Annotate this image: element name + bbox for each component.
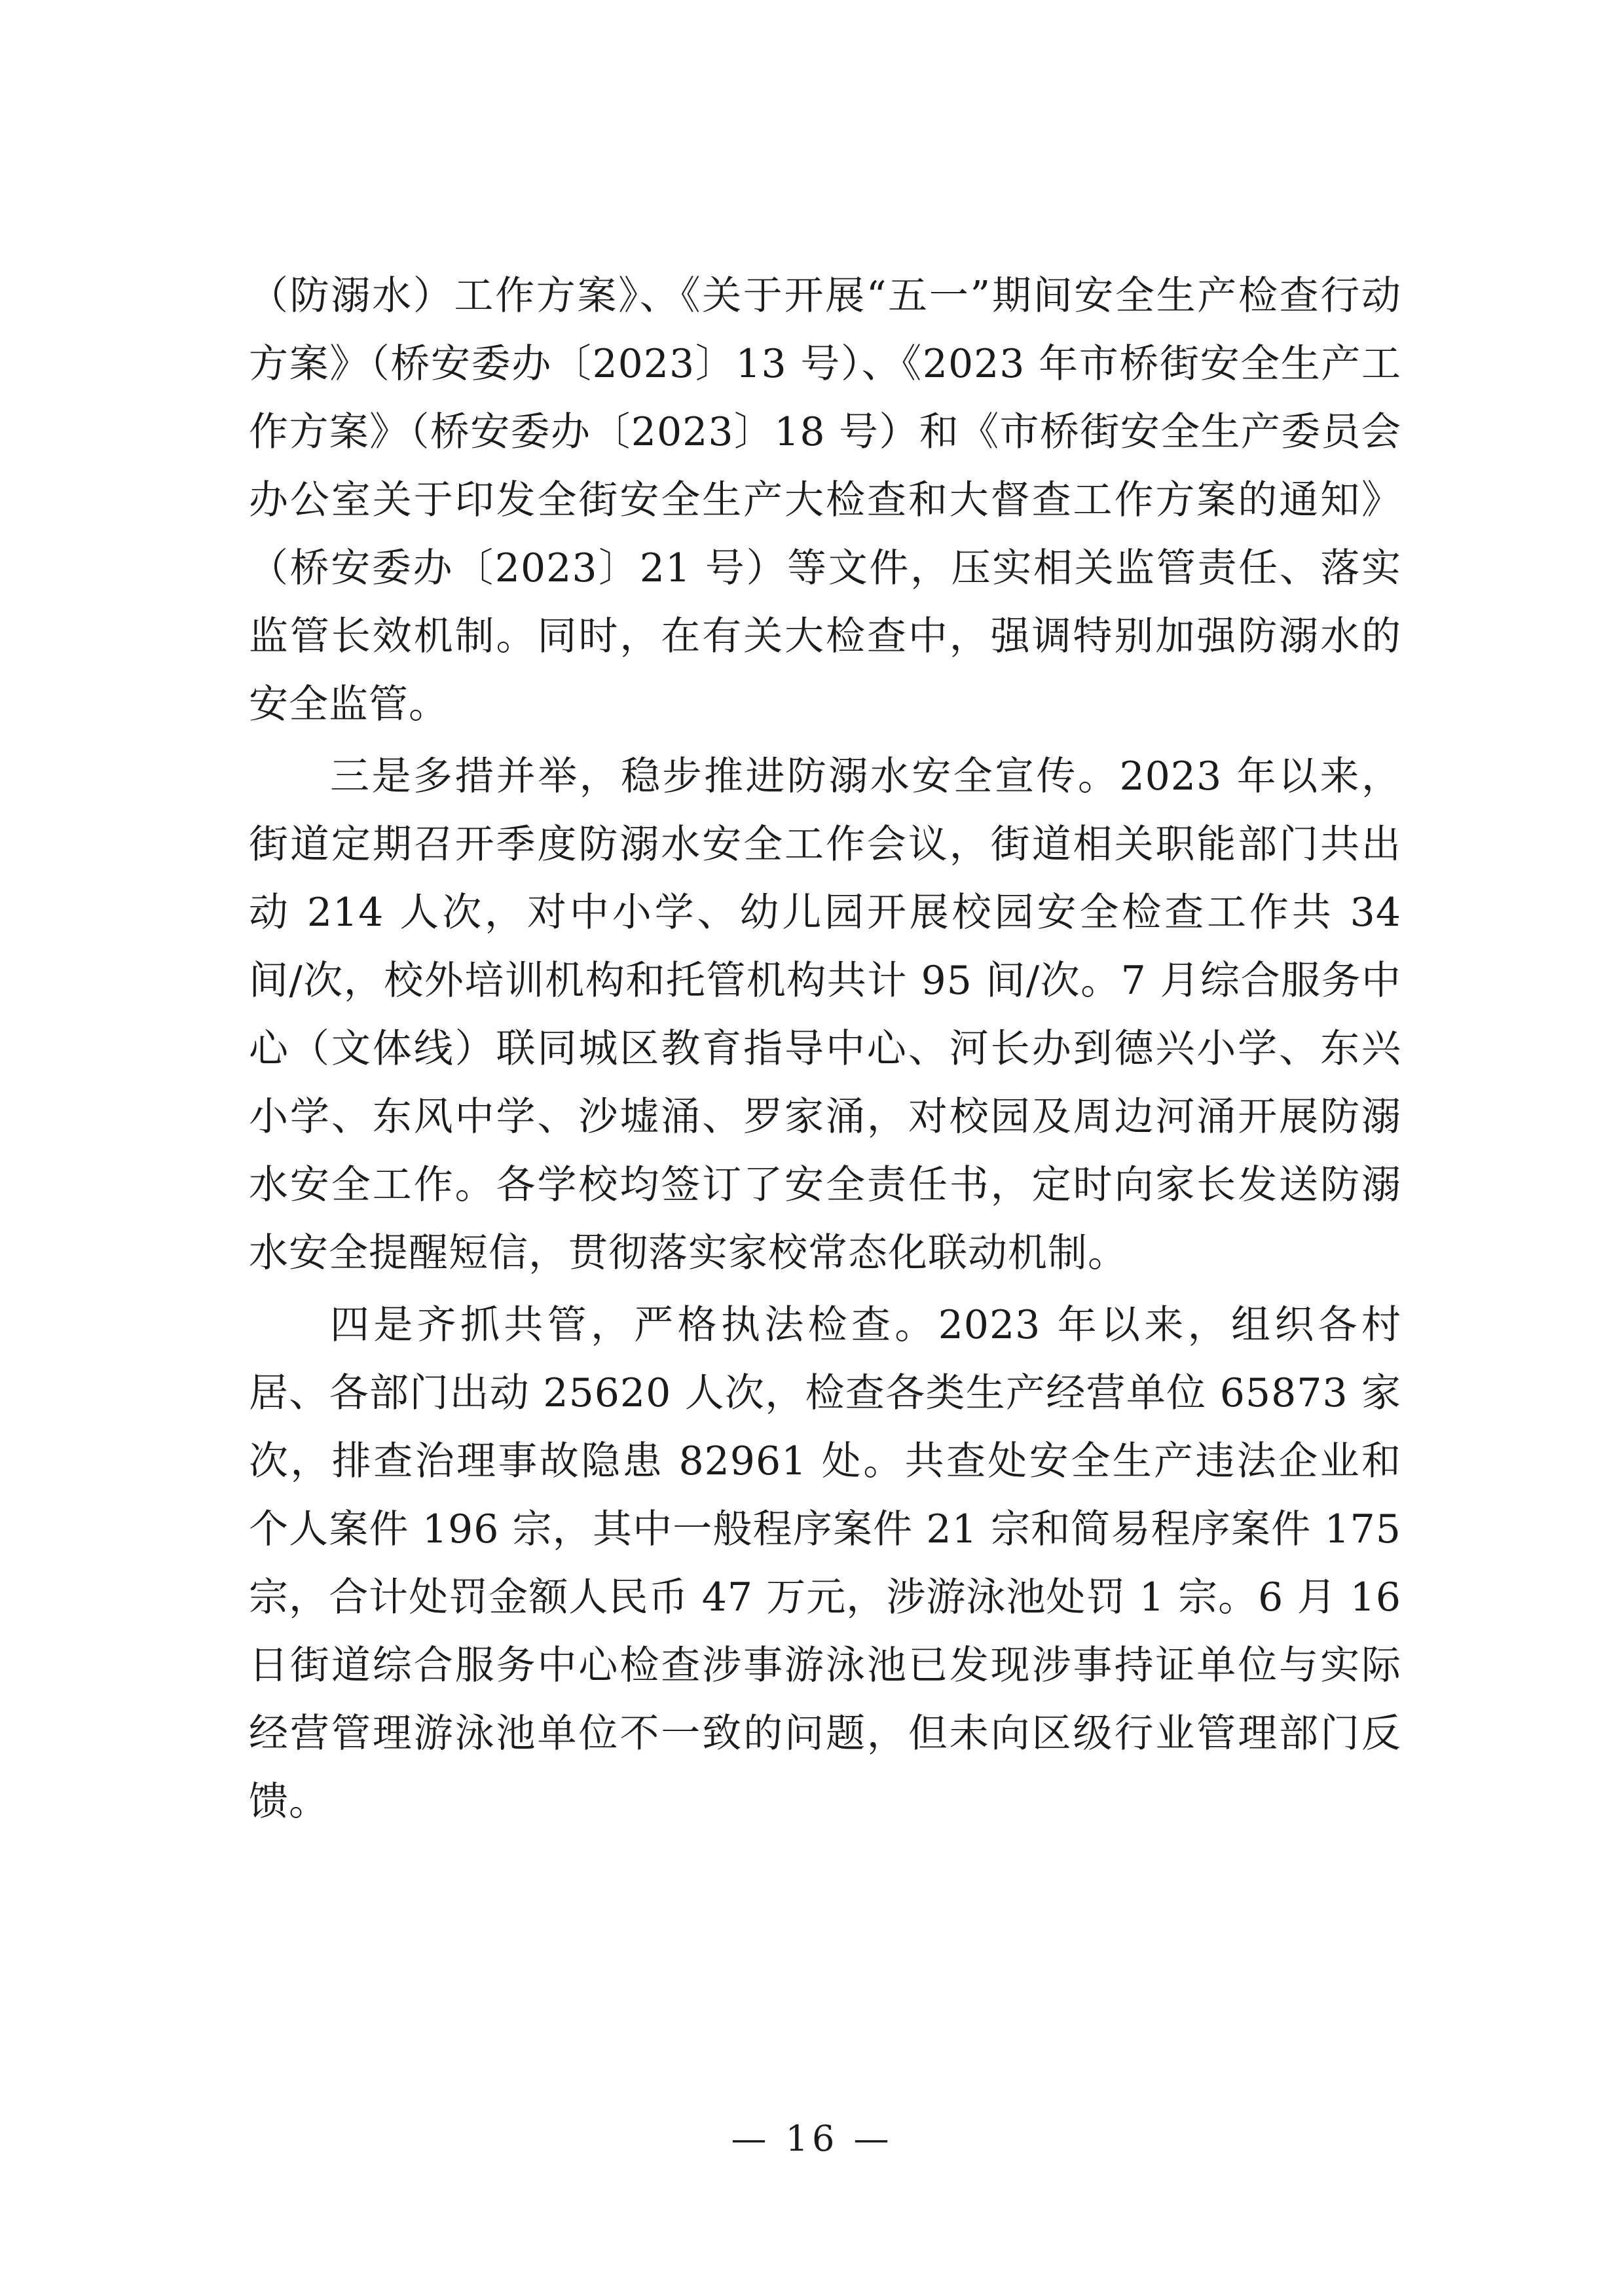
- paragraph-continued-policy-docs: （防溺水）工作方案》、《关于开展“五一”期间安全生产检查行动方案》（桥安委办〔2023〕13 号）、《2023 年市桥街安全生产工作方案》（桥安委办〔2023〕18 号）和《市桥街安全生产委员会办公室关于印发全街安全生产大检查和大督查工作方案的通知》（桥安委办〔2023〕21 号）等文件，压实相关监管责任、落实监管长效机制。同时，在有关大检查中，强调特别加强防溺水的安全监管。: [249, 273, 1401, 727]
- document-body: [249, 262, 1415, 1840]
- paragraph-item-four: 四是齐抓共管，严格执法检查。2023 年以来，组织各村居、各部门出动 25620 人次，检查各类生产经营单位 65873 家次，排查治理事故隐患 82961 处。共查处安全生产违法企业和个人案件 196 宗，其中一般程序案件 21 宗和简易程序案件 175 宗，合计处罚金额人民币 47 万元，涉游泳池处罚 1 宗。6 月 16 日街道综合服务中心检查涉事游泳池已发现涉事持证单位与实际经营管理游泳池单位不一致的问题，但未向区级行业管理部门反馈。: [249, 1302, 1415, 1825]
- paragraph-item-three: 三是多措并举，稳步推进防溺水安全宣传。2023 年以来，街道定期召开季度防溺水安全工作会议，街道相关职能部门共出动 214 人次，对中小学、幼儿园开展校园安全检查工作共 34 间/次，校外培训机构和托管机构共计 95 间/次。7 月综合服务中心（文体线）联同城区教育指导中心、河长办到德兴小学、东兴小学、东风中学、沙墟涌、罗家涌，对校园及周边河涌开展防溺水安全工作。各学校均签订了安全责任书，定时向家长发送防溺水安全提醒短信，贯彻落实家校常态化联动机制。: [249, 754, 1415, 1276]
- page-number-footer: — 16 —: [731, 2118, 893, 2159]
